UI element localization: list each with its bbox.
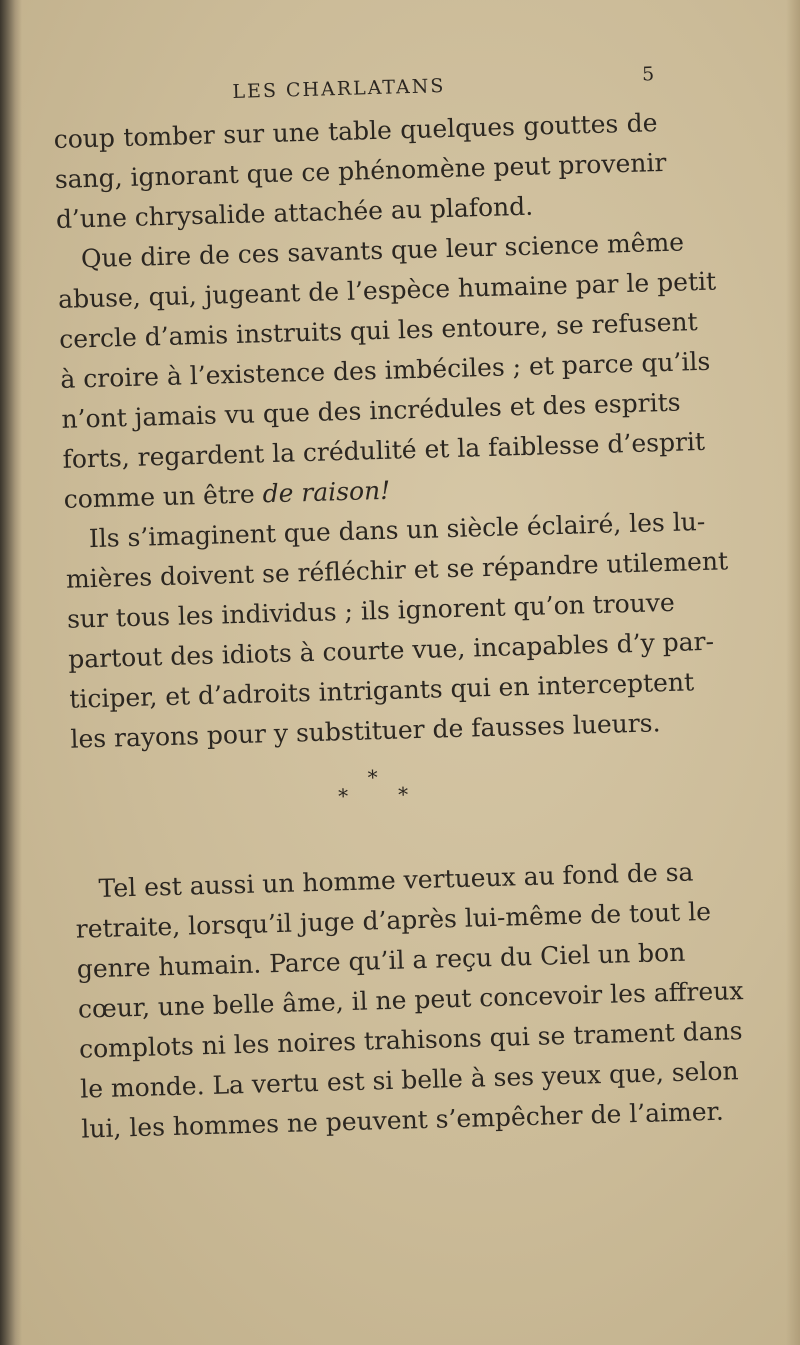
asterisk-top: * — [367, 765, 378, 790]
text-line: n’ont jamais vu que des incrédules et des esprits — [61, 387, 681, 434]
page-number: 5 — [641, 63, 655, 86]
running-title: LES CHARLATANS — [232, 75, 446, 103]
text-line: complots ni les noires trahisons qui se trament dans — [78, 1016, 743, 1064]
text-line: le monde. La vertu est si belle à ses yeux que, selon — [79, 1056, 739, 1104]
page-edge — [786, 0, 800, 1345]
text-line: cercle d’amis instruits qui les entoure, se refusent — [58, 307, 698, 354]
text-line: mières doivent se réfléchir et se répandre utilement — [65, 546, 729, 594]
text-line-prefix: comme un être — [63, 479, 263, 514]
italic-phrase: de raison! — [262, 475, 391, 509]
text-line: partout des idiots à courte vue, incapables d’y par- — [67, 626, 715, 674]
text-line: lui, les hommes ne peuvent s’empêcher de l’aimer. — [80, 1096, 725, 1144]
text-block — [52, 60, 744, 1149]
paragraph-3 — [64, 502, 729, 760]
text-line: les rayons pour y substituer de fausses lueurs. — [70, 708, 661, 754]
text-line: Ils s’imaginent que dans un siècle éclairé, les lu- — [88, 506, 706, 554]
text-line: abuse, qui, jugeant de l’espèce humaine par le petit — [57, 266, 717, 314]
text-line: retraite, lorsqu’il juge d’après lui-même de tout le — [75, 896, 712, 944]
paragraph-4 — [74, 852, 744, 1150]
text-line: sang, ignorant que ce phénomène peut provenir — [54, 147, 667, 194]
book-spine-shadow — [0, 0, 22, 1345]
text-line: sur tous les individus ; ils ignorent qu’on trouve — [66, 587, 676, 634]
text-line: coup tomber sur une table quelques gouttes de — [53, 108, 658, 154]
asterisk-right: * — [397, 782, 409, 807]
paragraph-1 — [53, 102, 696, 240]
text-line: cœur, une belle âme, il ne peut concevoir les affreux — [77, 976, 744, 1024]
text-line: Que dire de ces savants que leur science même — [80, 227, 685, 274]
text-line: forts, regardent la crédulité et la faiblesse d’esprit — [62, 426, 706, 474]
asterism-divider — [71, 742, 714, 870]
text-line: à croire à l’existence des imbéciles ; et parce qu’ils — [60, 346, 711, 394]
text-line: d’une chrysalide attachée au plafond. — [55, 191, 534, 234]
asterisk-left: * — [337, 784, 349, 809]
text-line: ticiper, et d’adroits intrigants qui en interceptent — [68, 667, 695, 714]
text-line: Tel est aussi un homme vertueux au fond de sa — [98, 857, 694, 904]
paragraph-2 — [57, 222, 717, 520]
text-line: genre humain. Parce qu’il a reçu du Ciel un bon — [76, 937, 686, 984]
